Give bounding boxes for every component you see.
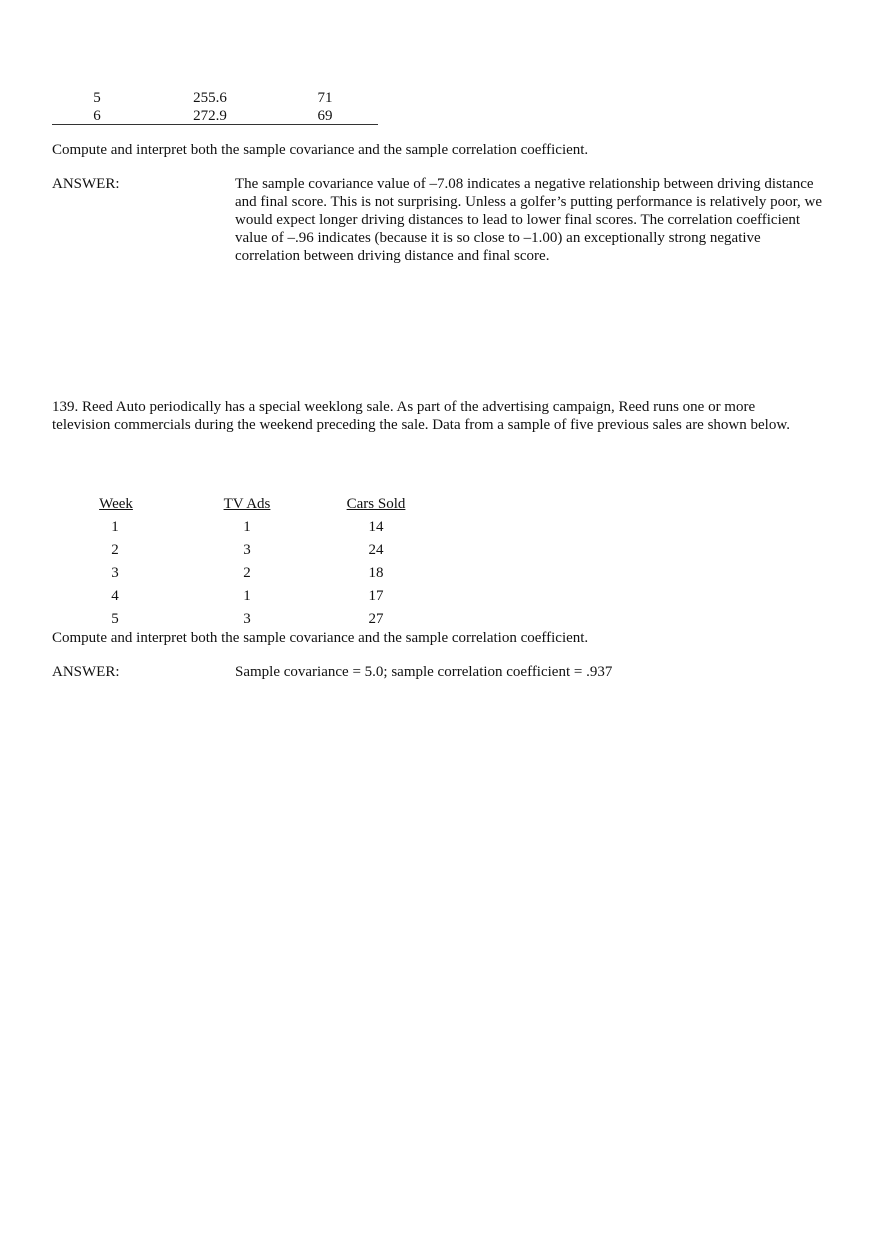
q139-prompt: Compute and interpret both the sample covariance and the sample correlation coefficient.: [52, 630, 589, 646]
table-cell: 14: [368, 519, 384, 535]
table-cell: 255.6: [193, 90, 227, 106]
column-header-cars-sold: Cars Sold: [346, 496, 406, 512]
q138-answer-text: The sample covariance value of –7.08 indicates a negative relationship between driving distance and final score. This is not surprising. Unless a golfer’s putting performance is relatively poor, we would expect longer driving distances to lead to lower final scores. The correlation coefficient value of –.96 indicates (because it is so close to –1.00) an exceptionally strong negative correlation between driving distance and final score.: [235, 176, 823, 264]
table-cell: 5: [111, 611, 119, 627]
table-cell: 4: [111, 588, 119, 604]
table-cell: 272.9: [193, 108, 227, 124]
table-cell: 2: [111, 542, 119, 558]
table-cell: 5: [93, 90, 101, 106]
q138-answer-label: ANSWER:: [52, 176, 120, 192]
table-cell: 69: [317, 108, 333, 124]
table-cell: 1: [111, 519, 119, 535]
table-cell: 27: [368, 611, 384, 627]
table-cell: 6: [93, 108, 101, 124]
table-cell: 71: [317, 90, 333, 106]
table-cell: 1: [243, 519, 251, 535]
q139-answer-text: Sample covariance = 5.0; sample correlation coefficient = .937: [235, 664, 613, 680]
q139-answer-label: ANSWER:: [52, 664, 120, 680]
table-cell: 3: [243, 542, 251, 558]
table-cell: 2: [243, 565, 251, 581]
table-cell: 17: [368, 588, 384, 604]
table-cell: 18: [368, 565, 384, 581]
q139-question: 139. Reed Auto periodically has a special weeklong sale. As part of the advertising campaign, Reed runs one or more television commercials during the weekend preceding the sale. Data from a sample of five previous sales are shown below.: [52, 399, 790, 433]
column-header-week: Week: [99, 496, 133, 512]
table-cell: 3: [111, 565, 119, 581]
q138-prompt: Compute and interpret both the sample covariance and the sample correlation coefficient.: [52, 142, 589, 158]
column-header-tv-ads: TV Ads: [223, 496, 271, 512]
table-cell: 24: [368, 542, 384, 558]
table-cell: 1: [243, 588, 251, 604]
table-bottom-rule: [52, 124, 378, 125]
table-cell: 3: [243, 611, 251, 627]
